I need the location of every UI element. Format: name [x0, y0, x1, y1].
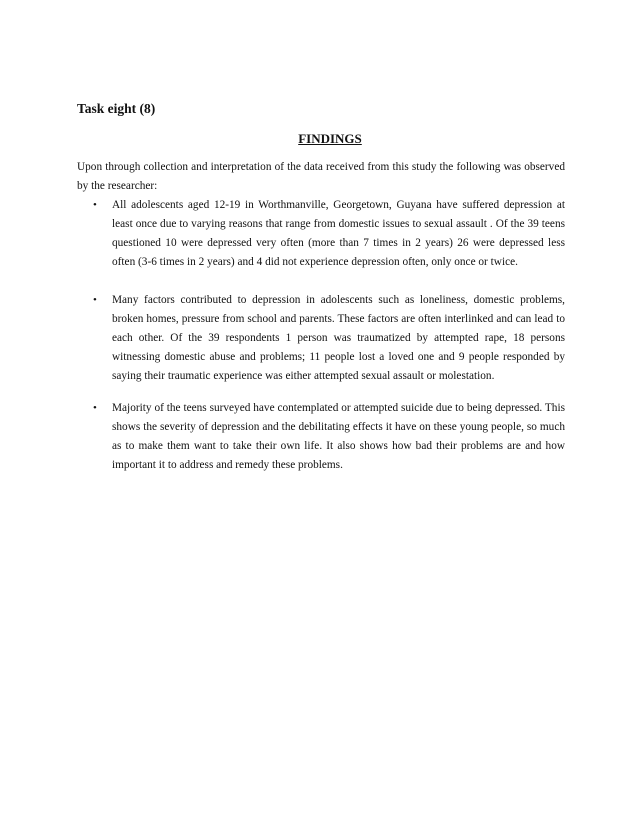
finding-text-3: Majority of the teens surveyed have contemplated or attempted suicide due to being depressed. This shows the severity of depression and the debilitating effects it have on these young people, so much as to make them want to take their own life. It also shows how bad their problems are and how important it to address and remedy these problems. — [112, 402, 565, 471]
bullet-icon: • — [93, 402, 97, 414]
bullet-icon: • — [93, 199, 97, 211]
findings-title: FINDINGS — [298, 131, 362, 146]
finding-text-2: Many factors contributed to depression in adolescents such as loneliness, domestic problems, broken homes, pressure from school and parents. These factors are often interlinked and can lead to each other. Of the 39 respondents 1 person was traumatized by attempted rape, 18 persons witnessing domestic abuse and problems; 11 people lost a loved one and 9 people responded by saying their traumatic experience was either attempted sexual assault or molestation. — [112, 294, 565, 382]
finding-text-1: All adolescents aged 12-19 in Worthmanville, Georgetown, Guyana have suffered depression at least once due to varying reasons that range from domestic issues to sexual assault . Of the 39 teens questioned 10 were depressed very often (more than 7 times in 2 years) 26 were depressed less often (3-6 times in 2 years) and 4 did not experience depression often, only once or twice. — [112, 199, 565, 268]
intro-paragraph: Upon through collection and interpretation of the data received from this study the following was observed by the researcher: — [77, 161, 565, 192]
bullet-icon: • — [93, 294, 97, 306]
task-heading: Task eight (8) — [77, 101, 156, 116]
